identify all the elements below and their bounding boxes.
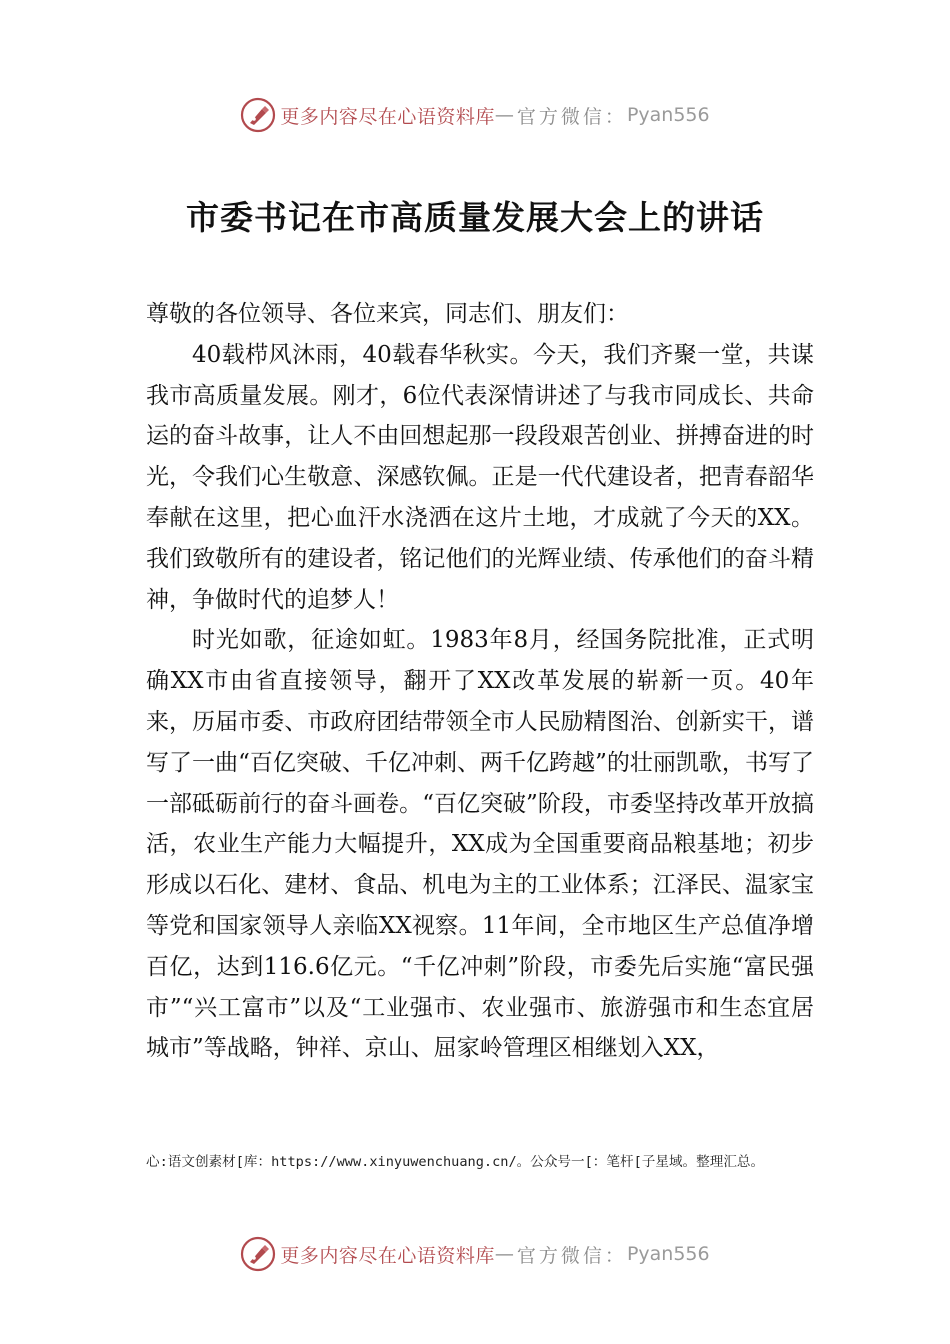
paragraph: 40载栉风沐雨，40载春华秋实。今天，我们齐聚一堂，共谋我市高质量发展。刚才，6位代表深情讲述了与我市同成长、共命运的奋斗故事，让人不由回想起那一段段艰苦创业、拼搏奋进的时光，令我们心生敬意、深感钦佩。正是一代代建设者，把青春韶华奉献在这里，把心血汗水浇洒在这片土地，才成就了今天的XX。我们致敬所有的建设者，铭记他们的光辉业绩、传承他们的奋斗精神，争做时代的追梦人！ (146, 341, 814, 613)
banner-site-text: 更多内容尽在心语资料库 (280, 1244, 495, 1267)
banner-site-text: 更多内容尽在心语资料库 (280, 105, 495, 128)
document-title: 市委书记在市高质量发展大会上的讲话 (186, 198, 764, 237)
pen-nib-logo-icon (240, 1236, 276, 1272)
salutation: 尊敬的各位领导、各位来宾，同志们、朋友们： (146, 301, 629, 327)
header-banner (0, 95, 950, 135)
footer-banner (0, 1234, 950, 1274)
paragraph: 时光如歌，征途如虹。1983年8月，经国务院批准，正式明确XX市由省直接领导，翻开了XX改革发展的崭新一页。40年来，历届市委、市政府团结带领全市人民励精图治、创新实干，谱写了一曲“百亿突破、千亿冲刺、两千亿跨越”的壮丽凯歌，书写了一部砥砺前行的奋斗画卷。“百亿突破”阶段，市委坚持改革开放搞活，农业生产能力大幅提升，XX成为全国重要商品粮基地；初步形成以石化、建材、食品、机电为主的工业体系；江泽民、温家宝等党和国家领导人亲临XX视察。11年间，全市地区生产总值净增百亿，达到116.6亿元。“千亿冲刺”阶段，市委先后实施“富民强市”“兴工富市”以及“工业强市、农业强市、旅游强市和生态宜居城市”等战略，钟祥、京山、屈家岭管理区相继划入XX， (146, 627, 814, 1062)
pen-nib-logo-icon (240, 97, 276, 133)
banner-separator: — (494, 104, 517, 126)
footer-source-note: 心:语文创素材[库：https://www.xinyuwenchuang.cn/。公众号一[：笔杆[子星域。整理汇总。 (146, 1154, 765, 1170)
banner-wechat-id: Pyan556 (626, 1243, 710, 1265)
banner-wechat-id: Pyan556 (626, 104, 710, 126)
document-body (146, 294, 814, 1069)
banner-wechat-label: 官方微信： (516, 105, 627, 128)
banner-separator: — (494, 1243, 517, 1265)
banner-wechat-label: 官方微信： (516, 1244, 627, 1267)
